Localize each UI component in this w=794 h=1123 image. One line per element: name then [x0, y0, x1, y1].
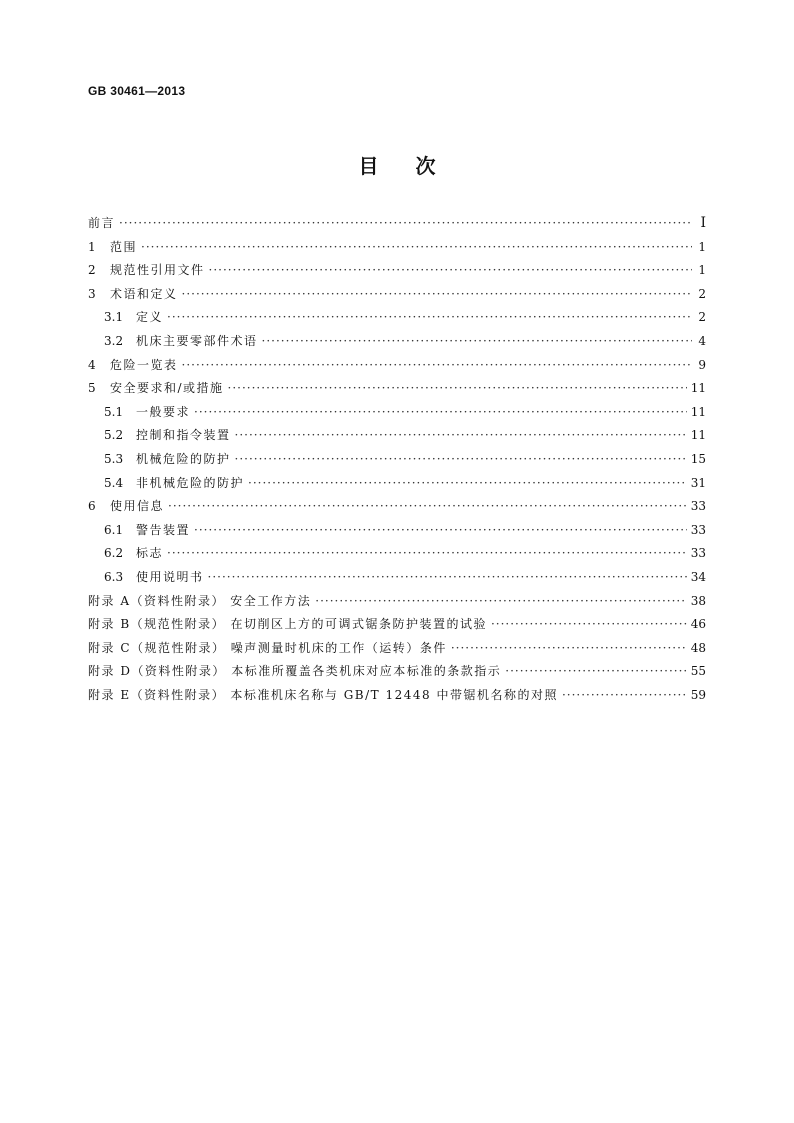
toc-entry[interactable] — [88, 261, 706, 285]
toc-entry-label: 附录 E（资料性附录） 本标准机床名称与 GB/T 12448 中带锯机名称的对照 — [88, 687, 558, 702]
toc-entry-page: 2 — [698, 310, 706, 325]
toc-entry[interactable] — [88, 214, 706, 238]
toc-entry-number: 3 — [88, 286, 96, 301]
toc-entry-page: 11 — [690, 428, 706, 443]
toc-leader-dots — [141, 240, 692, 254]
toc-leader-dots — [235, 428, 687, 442]
toc-entry-label: 机床主要零部件术语 — [136, 333, 258, 348]
toc-entry-number: 3.1 — [104, 310, 124, 325]
toc-entry[interactable] — [88, 426, 706, 450]
toc-entry[interactable] — [88, 568, 706, 592]
toc-leader-dots — [562, 688, 687, 702]
toc-leader-dots — [209, 263, 692, 277]
toc-entry-page: 59 — [690, 687, 706, 702]
toc-entry-page: 33 — [690, 522, 706, 537]
toc-entry-label: 机械危险的防护 — [136, 451, 231, 466]
toc-entry[interactable] — [88, 662, 706, 686]
toc-entry[interactable] — [88, 308, 706, 332]
toc-leader-dots — [167, 546, 687, 560]
toc-leader-dots — [119, 216, 692, 230]
toc-entry-page: 33 — [690, 546, 706, 561]
toc-entry-number: 2 — [88, 263, 96, 278]
toc-leader-dots — [262, 334, 692, 348]
toc-entry-page: 31 — [690, 475, 706, 490]
toc-entry-page: 38 — [690, 593, 706, 608]
toc-entry[interactable] — [88, 592, 706, 616]
toc-entry-page: 4 — [698, 333, 706, 348]
toc-entry-page: 1 — [698, 263, 706, 278]
toc-entry-label: 使用信息 — [110, 499, 165, 514]
toc-entry-page: 11 — [690, 381, 706, 396]
toc-entry[interactable] — [88, 238, 706, 262]
table-of-contents — [88, 214, 706, 709]
toc-entry-page: 15 — [690, 451, 706, 466]
toc-leader-dots — [228, 381, 687, 395]
toc-entry[interactable] — [88, 497, 706, 521]
toc-entry-label: 警告装置 — [136, 522, 191, 537]
toc-entry[interactable] — [88, 379, 706, 403]
toc-entry-label: 使用说明书 — [136, 569, 204, 584]
toc-leader-dots — [194, 523, 687, 537]
toc-entry-label: 规范性引用文件 — [110, 263, 205, 278]
toc-entry-page: I — [700, 215, 706, 231]
toc-entry-label: 非机械危险的防护 — [136, 475, 245, 490]
toc-entry-page: 1 — [698, 239, 706, 254]
toc-entry[interactable] — [88, 544, 706, 568]
toc-entry-number: 6.1 — [104, 522, 124, 537]
toc-leader-dots — [182, 358, 692, 372]
toc-entry-label: 前言 — [88, 216, 116, 230]
toc-leader-dots — [315, 594, 686, 608]
toc-leader-dots — [167, 310, 692, 324]
toc-entry-number: 5.3 — [104, 451, 124, 466]
toc-entry[interactable] — [88, 403, 706, 427]
toc-entry-page: 46 — [690, 617, 706, 632]
toc-leader-dots — [182, 287, 692, 301]
toc-entry[interactable] — [88, 686, 706, 710]
toc-entry-label: 标志 — [136, 546, 164, 561]
toc-entry-label: 范围 — [110, 239, 138, 254]
toc-leader-dots — [194, 405, 687, 419]
toc-entry[interactable] — [88, 356, 706, 380]
toc-entry-number: 3.2 — [104, 333, 124, 348]
toc-entry-number: 6.3 — [104, 569, 124, 584]
toc-leader-dots — [505, 664, 686, 678]
toc-entry-page: 2 — [698, 286, 706, 301]
toc-entry-number: 1 — [88, 239, 96, 254]
toc-entry-page: 34 — [690, 569, 706, 584]
standard-code: GB 30461—2013 — [88, 84, 186, 98]
toc-entry-label: 安全要求和/或措施 — [110, 381, 224, 396]
toc-entry-label: 控制和指令装置 — [136, 428, 231, 443]
toc-entry-page: 48 — [690, 640, 706, 655]
toc-entry-number: 6 — [88, 499, 96, 514]
toc-entry-page: 11 — [690, 404, 706, 419]
toc-entry[interactable] — [88, 521, 706, 545]
toc-entry-label: 附录 B（规范性附录） 在切削区上方的可调式锯条防护装置的试验 — [88, 617, 487, 632]
toc-entry[interactable] — [88, 639, 706, 663]
toc-entry-page: 9 — [698, 357, 706, 372]
toc-entry-label: 一般要求 — [136, 404, 191, 419]
toc-entry-number: 5.4 — [104, 475, 124, 490]
toc-leader-dots — [451, 641, 687, 655]
toc-leader-dots — [491, 617, 687, 631]
toc-entry-number: 6.2 — [104, 546, 124, 561]
toc-entry-label: 附录 A（资料性附录） 安全工作方法 — [88, 593, 312, 608]
toc-entry-page: 33 — [690, 499, 706, 514]
toc-entry-label: 附录 D（资料性附录） 本标准所覆盖各类机床对应本标准的条款指示 — [88, 664, 502, 679]
toc-entry-label: 附录 C（规范性附录） 噪声测量时机床的工作（运转）条件 — [88, 640, 447, 655]
toc-entry[interactable] — [88, 285, 706, 309]
toc-entry[interactable] — [88, 450, 706, 474]
toc-leader-dots — [235, 452, 687, 466]
toc-entry-number: 5 — [88, 381, 96, 396]
toc-entry[interactable] — [88, 615, 706, 639]
toc-leader-dots — [168, 499, 687, 513]
toc-entry-number: 5.2 — [104, 428, 124, 443]
toc-entry-label: 危险一览表 — [110, 357, 178, 372]
toc-leader-dots — [248, 476, 687, 490]
toc-entry[interactable] — [88, 332, 706, 356]
page-title: 目 次 — [358, 154, 436, 178]
toc-leader-dots — [208, 570, 687, 584]
toc-entry-label: 术语和定义 — [110, 286, 178, 301]
toc-entry-label: 定义 — [136, 310, 164, 325]
toc-entry-number: 4 — [88, 357, 96, 372]
toc-entry-number: 5.1 — [104, 404, 124, 419]
toc-entry-page: 55 — [690, 664, 706, 679]
toc-entry[interactable] — [88, 474, 706, 498]
